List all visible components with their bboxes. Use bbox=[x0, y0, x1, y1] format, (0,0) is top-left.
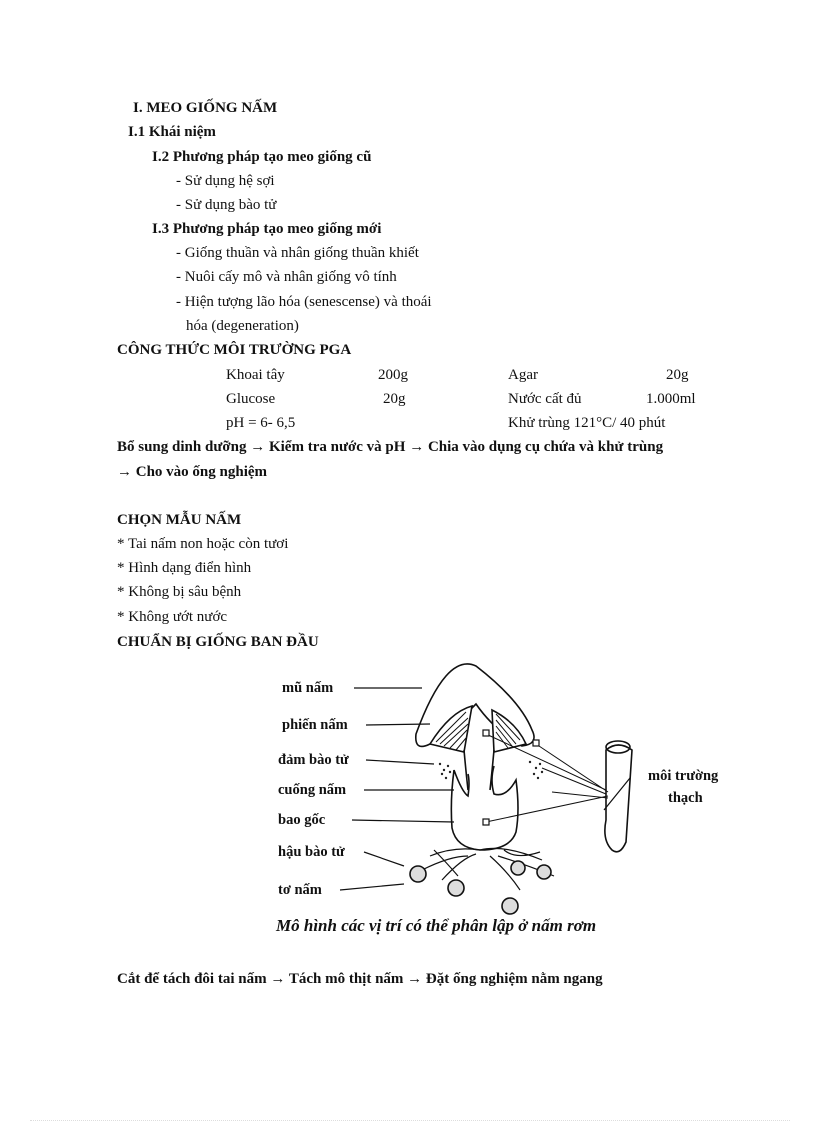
arrow-icon: → bbox=[250, 439, 266, 455]
list-item: * Hình dạng điển hình bbox=[117, 560, 252, 576]
pga-cell: 1.000ml bbox=[646, 391, 696, 407]
label-leader-lines bbox=[340, 688, 454, 890]
list-item: * Không ướt nước bbox=[117, 609, 228, 625]
list-item: - Nuôi cấy mô và nhân giống vô tính bbox=[176, 269, 397, 285]
chlamydospore bbox=[511, 861, 525, 875]
pga-cell: Nước cất đủ bbox=[508, 391, 582, 407]
figure-caption: Mô hình các vị trí có thể phân lập ở nấm rơm bbox=[276, 916, 597, 935]
label-agar-medium: môi trường bbox=[648, 768, 719, 784]
label-basidiospores: đảm bào tử bbox=[278, 752, 349, 768]
mushroom-diagram bbox=[254, 660, 744, 950]
list-item: - Sử dụng bào tử bbox=[176, 197, 277, 213]
chlamydospore bbox=[537, 865, 551, 879]
chlamydospore bbox=[502, 898, 518, 914]
label-volva: bao gốc bbox=[278, 812, 326, 828]
pga-cell: Agar bbox=[508, 367, 538, 383]
process-line-3 bbox=[117, 969, 603, 989]
chlamydospore bbox=[410, 866, 426, 882]
list-item-continuation: hóa (degeneration) bbox=[186, 318, 299, 334]
label-gills: phiến nấm bbox=[282, 717, 348, 733]
agar-slant bbox=[604, 778, 630, 810]
page-bottom-rule bbox=[30, 1120, 790, 1121]
list-item: * Không bị sâu bệnh bbox=[117, 584, 242, 600]
process-step: Đặt ống nghiệm nằm ngang bbox=[425, 971, 603, 987]
pga-cell: Glucose bbox=[226, 391, 276, 407]
heading-phuong-phap-moi: I.3 Phương pháp tạo meo giống mới bbox=[152, 221, 382, 237]
volva-outline bbox=[451, 766, 518, 850]
process-line-2 bbox=[117, 462, 267, 482]
heading-phuong-phap-cu: I.2 Phương pháp tạo meo giống cũ bbox=[152, 149, 372, 165]
pga-cell: 20g bbox=[383, 391, 406, 407]
process-step: Tách mô thịt nấm bbox=[288, 971, 404, 987]
chuan-bi-title: CHUẨN BỊ GIỐNG BAN ĐẦU bbox=[117, 634, 319, 650]
label-agar-medium-2: thạch bbox=[668, 790, 703, 806]
chon-mau-title: CHỌN MẪU NẤM bbox=[117, 512, 242, 528]
test-tube bbox=[605, 745, 632, 852]
heading-meo-giong-nam: I. MEO GIỐNG NẤM bbox=[133, 100, 278, 116]
process-step: Kiểm tra nước và pH bbox=[268, 439, 406, 455]
process-step: Cắt để tách đôi tai nấm bbox=[117, 971, 267, 987]
list-item: * Tai nấm non hoặc còn tươi bbox=[117, 536, 289, 552]
label-chlamydospores: hậu bào tử bbox=[278, 844, 345, 860]
arrow-icon: → bbox=[270, 971, 286, 987]
list-item: - Sử dụng hệ sợi bbox=[176, 173, 275, 189]
arrow-icon: → bbox=[117, 464, 132, 480]
process-line-1 bbox=[117, 437, 663, 457]
list-item: - Giống thuần và nhân giống thuần khiết bbox=[176, 245, 419, 261]
list-item: - Hiện tượng lão hóa (senescense) và thoái bbox=[176, 294, 432, 310]
label-stipe: cuống nấm bbox=[278, 782, 347, 798]
label-mycelium: tơ nấm bbox=[278, 882, 322, 898]
arrow-icon: → bbox=[409, 439, 425, 455]
pga-cell: pH = 6- 6,5 bbox=[226, 415, 296, 431]
process-step: Bổ sung dinh dưỡng bbox=[117, 439, 247, 455]
process-step: Cho vào ống nghiệm bbox=[135, 464, 268, 480]
chlamydospore bbox=[448, 880, 464, 896]
pga-cell: 20g bbox=[666, 367, 689, 383]
arrow-icon: → bbox=[407, 971, 423, 987]
gills-right bbox=[492, 710, 526, 752]
pga-cell: Khoai tây bbox=[226, 367, 285, 383]
pga-cell: 200g bbox=[378, 367, 408, 383]
pga-cell: Khử trùng 121°C/ 40 phút bbox=[508, 415, 666, 431]
label-cap: mũ nấm bbox=[282, 680, 334, 696]
heading-khai-niem: I.1 Khái niệm bbox=[128, 124, 216, 140]
pga-title: CÔNG THỨC MÔI TRƯỜNG PGA bbox=[117, 342, 352, 358]
mycelium-lines bbox=[422, 848, 554, 890]
process-step: Chia vào dụng cụ chứa và khử trùng bbox=[427, 439, 664, 455]
